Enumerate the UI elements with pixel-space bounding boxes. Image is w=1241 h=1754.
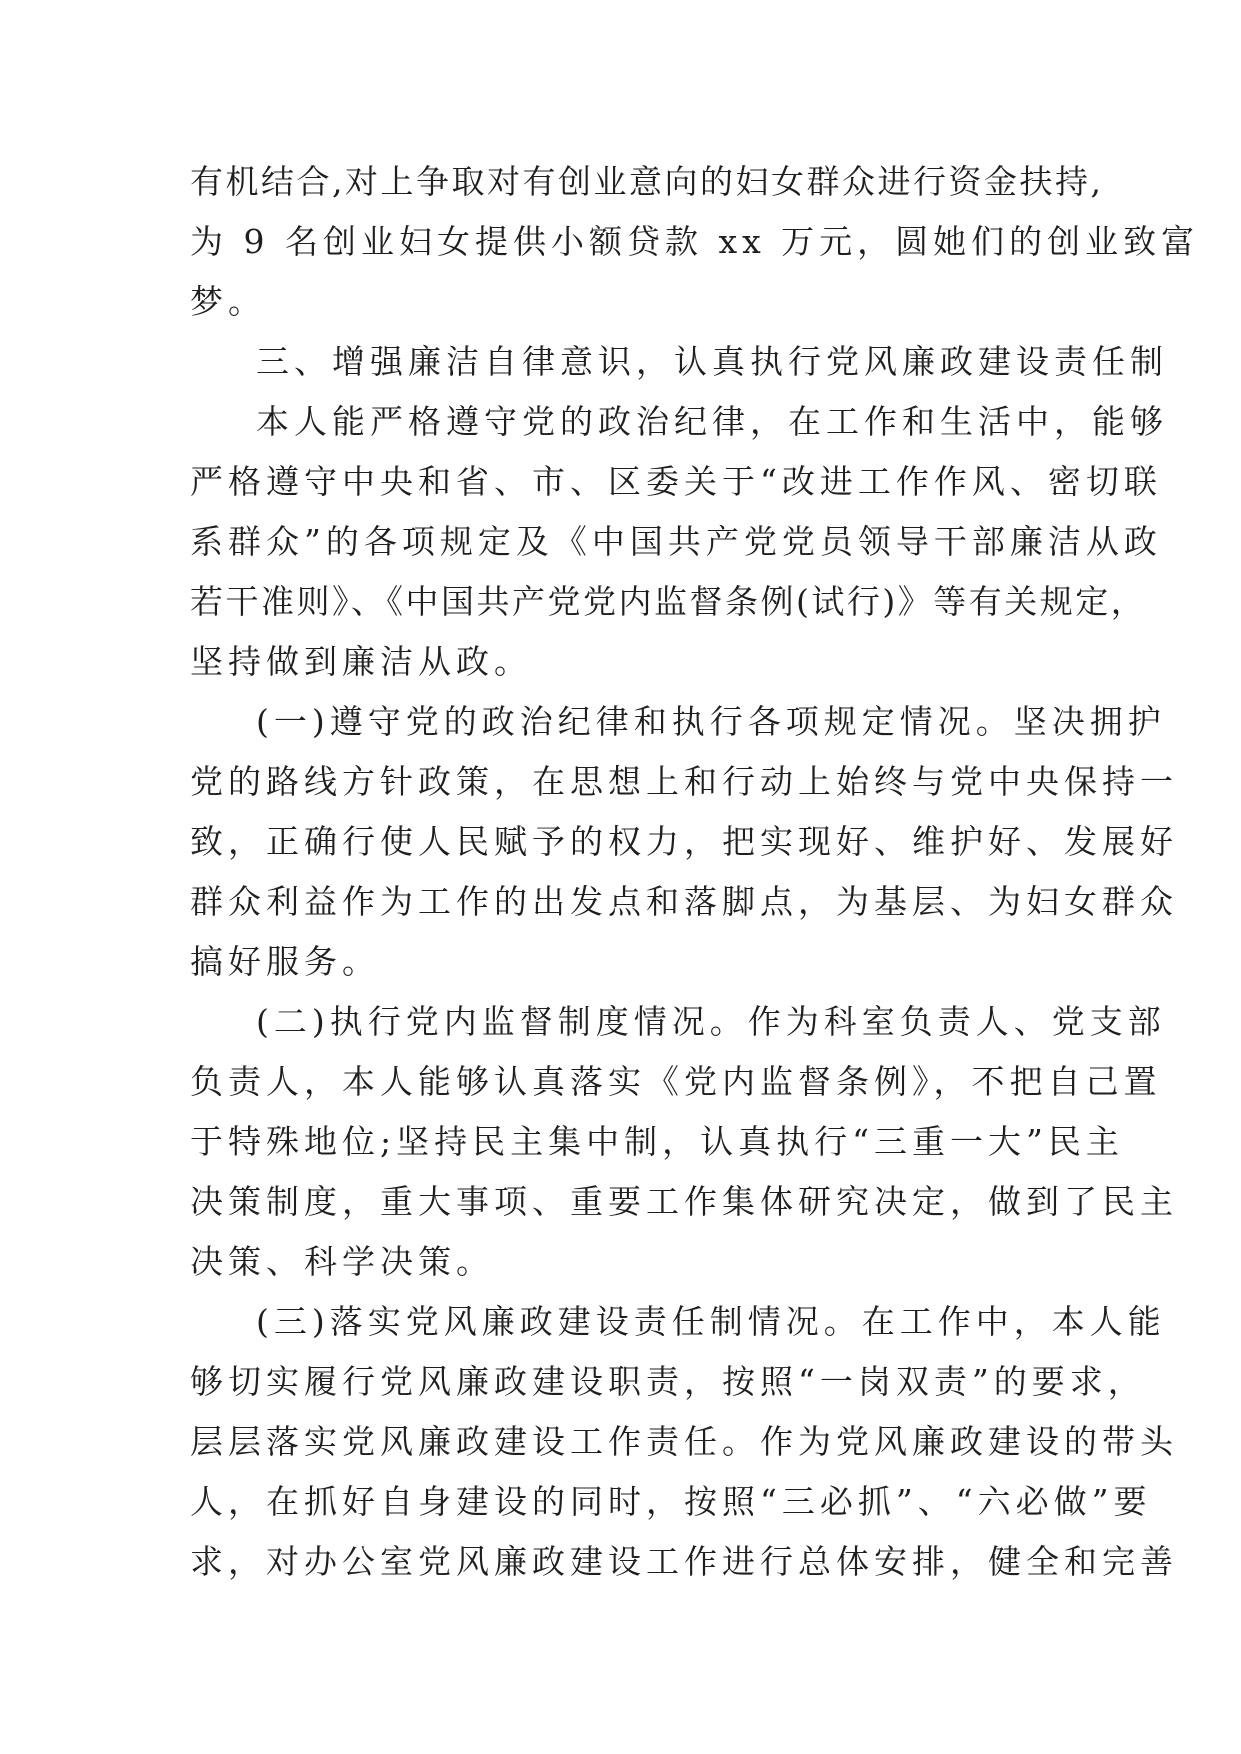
section-heading: 三、增强廉洁自律意识，认真执行党风廉政建设责任制 bbox=[256, 342, 1168, 381]
text-line: 负责人，本人能够认真落实《党内监督条例》，不把自己置 bbox=[190, 1062, 1162, 1101]
text-line: (二)执行党内监督制度情况。作为科室负责人、党支部 bbox=[256, 1002, 1166, 1041]
text-line: 梦。 bbox=[190, 282, 266, 321]
text-line: 有机结合,对上争取对有创业意向的妇女群众进行资金扶持, bbox=[190, 162, 1104, 201]
text-line: (一)遵守党的政治纪律和执行各项规定情况。坚决拥护 bbox=[256, 702, 1166, 741]
text-line: 于特殊地位;坚持民主集中制，认真执行“三重一大”民主 bbox=[190, 1122, 1124, 1161]
text-line: 群众利益作为工作的出发点和落脚点，为基层、为妇女群众 bbox=[190, 882, 1178, 921]
text-line: 决策、科学决策。 bbox=[190, 1242, 494, 1281]
text-line: 坚持做到廉洁从政。 bbox=[190, 642, 532, 681]
text-line: 严格遵守中央和省、市、区委关于“改进工作作风、密切联 bbox=[190, 462, 1162, 501]
text-line: 若干准则》、《中国共产党党内监督条例(试行)》等有关规定， bbox=[190, 582, 1147, 621]
text-line: 决策制度，重大事项、重要工作集体研究决定，做到了民主 bbox=[190, 1182, 1178, 1221]
body-text bbox=[190, 152, 1200, 1592]
text-line: 致，正确行使人民赋予的权力，把实现好、维护好、发展好 bbox=[190, 822, 1178, 861]
text-line: 层层落实党风廉政建设工作责任。作为党风廉政建设的带头 bbox=[190, 1422, 1178, 1461]
text-line: 党的路线方针政策，在思想上和行动上始终与党中央保持一 bbox=[190, 762, 1178, 801]
text-line: 搞好服务。 bbox=[190, 942, 380, 981]
text-line: (三)落实党风廉政建设责任制情况。在工作中，本人能 bbox=[256, 1302, 1166, 1341]
text-line: 系群众”的各项规定及《中国共产党党员领导干部廉洁从政 bbox=[190, 522, 1162, 561]
text-line: 够切实履行党风廉政建设职责，按照“一岗双责”的要求， bbox=[190, 1362, 1146, 1401]
text-line: 为 9 名创业妇女提供小额贷款 xx 万元，圆她们的创业致富 bbox=[190, 222, 1200, 261]
text-line: 求，对办公室党风廉政建设工作进行总体安排，健全和完善 bbox=[190, 1542, 1178, 1581]
text-line: 人，在抓好自身建设的同时，按照“三必抓”、“六必做”要 bbox=[190, 1482, 1152, 1521]
text-line: 本人能严格遵守党的政治纪律，在工作和生活中，能够 bbox=[256, 402, 1168, 441]
